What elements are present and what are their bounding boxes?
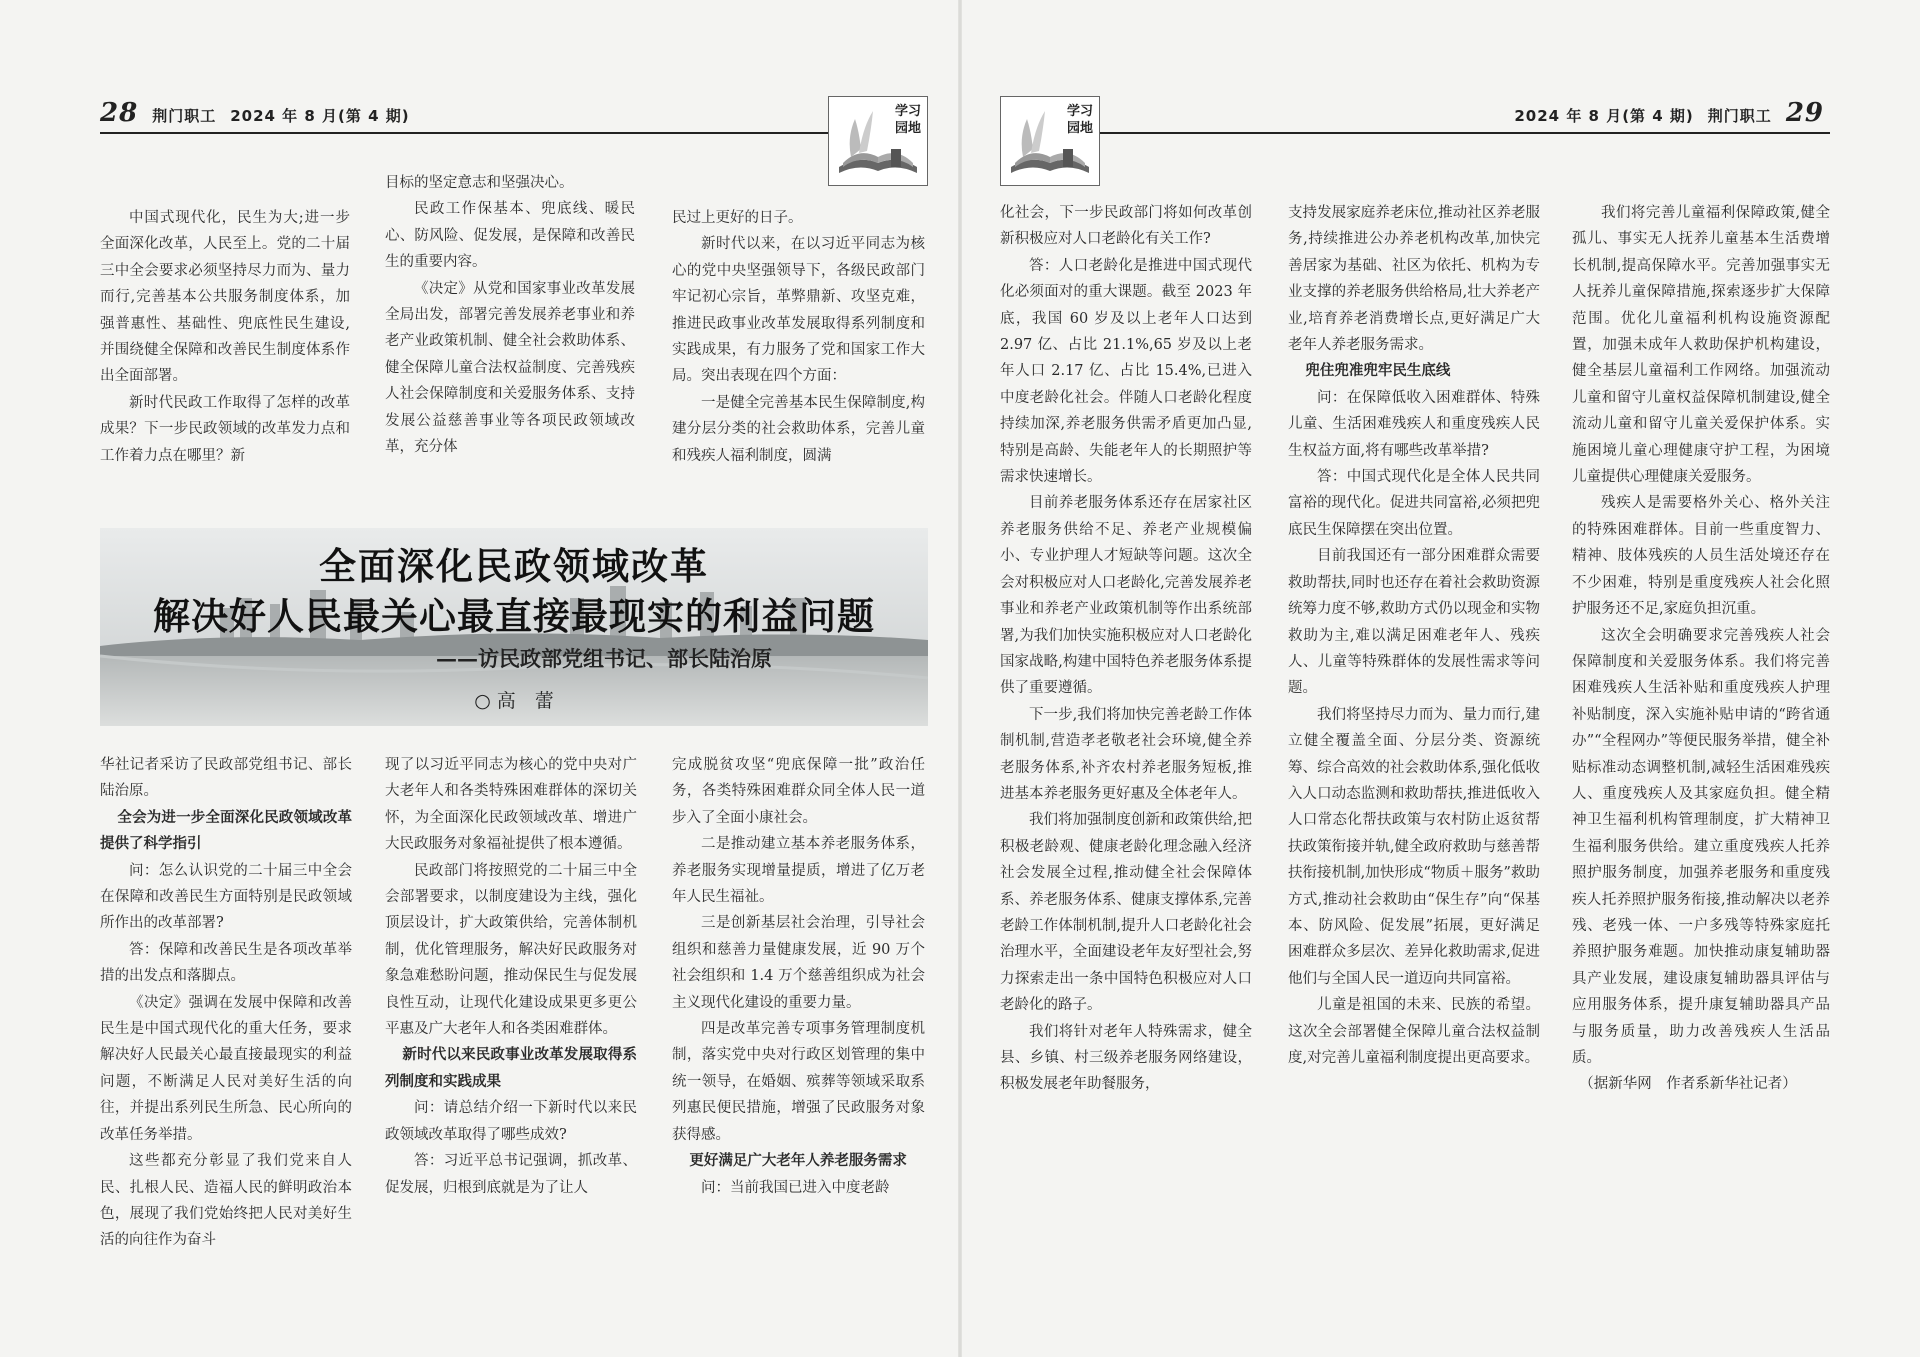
header-rule	[1000, 132, 1830, 134]
paragraph: 问：怎么认识党的二十届三中全会在保障和改善民生方面特别是民政领域所作出的改革部署?	[100, 862, 352, 932]
header-rule	[100, 132, 925, 134]
paragraph: 华社记者采访了民政部党组书记、部长陆治原。	[100, 757, 352, 800]
article-title-line-2: 解决好人民最关心最直接最现实的利益问题	[153, 595, 875, 638]
issue-date: 2024 年 8 月(第 4 期)	[1514, 107, 1694, 125]
paragraph: 民过上更好的日子。	[672, 210, 803, 226]
column-1-top	[100, 205, 350, 503]
paragraph: 现了以习近平同志为核心的党中央对广大老年人和各类特殊困难群体的深切关怀，为全面深化民政领域改革、增进广大民政服务对象福祉提供了根本遵循。	[385, 757, 637, 853]
column-2-top	[385, 170, 635, 504]
paragraph: 三是创新基层社会治理，引导社会组织和慈善力量健康发展，近 90 万个社会组织和 1.4 万个慈善组织成为社会主义现代化建设的重要力量。	[672, 915, 925, 1011]
article-author: ○ 高 蕾	[474, 690, 554, 712]
column-3-bottom	[672, 752, 925, 1282]
paragraph: 新时代以来，在以习近平同志为核心的党中央坚强领导下，各级民政部门牢记初心宗旨，革弊鼎新、攻坚克难，推进民政事业改革发展取得系列制度和实践成果，有力服务了党和国家工作大局。突出表现在四个方面：	[672, 236, 925, 385]
section-logo	[828, 96, 928, 186]
paragraph: 新时代民政工作取得了怎样的改革成果？下一步民政领域的改革发力点和工作着力点在哪里？新	[100, 394, 350, 464]
section-heading: 兜住兜准兜牢民生底线	[1305, 363, 1451, 380]
paragraph: 我们将加强制度创新和政策供给,把积极老龄观、健康老龄化理念融入经济社会发展全过程,推动健全社会保障体系、养老服务体系、健康支撑体系,完善老龄工作体制机制,提升人口老龄化社会治理水平，全面建设老年友好型社会,努力探索走出一条中国特色积极应对人口老龄化的路子。	[1000, 812, 1252, 1014]
paragraph: 我们将坚持尽力而为、量力而行,建立健全覆盖全面、分层分类、资源统筹、综合高效的社会救助体系,强化低收入人口动态监测和救助帮扶,推进低收入人口常态化帮扶政策与农村防止返贫帮扶政策衔接并轨,健全政府救助与慈善帮扶衔接机制,加快形成“物质＋服务”救助方式,推动社会救助由“保生存”向“保基本、防风险、促发展”拓展，更好满足困难群众多层次、差异化救助需求,促进他们与全国人民一道迈向共同富裕。	[1288, 706, 1540, 987]
page-number: 28	[100, 98, 139, 128]
page-number: 29	[1785, 98, 1824, 128]
paragraph: 我们将完善儿童福利保障政策,健全孤儿、事实无人抚养儿童基本生活费增长机制,提高保障水平。完善加强事实无人抚养儿童保障措施,探索逐步扩大保障范围。优化儿童福利机构设施资源配置，加强未成年人救助保护机构建设，健全基层儿童福利工作网络。加强流动儿童和留守儿童权益保障机制建设,健全流动儿童和留守儿童关爱保护体系。实施困境儿童心理健康守护工程，为困境儿童提供心理健康关爱服务。	[1572, 205, 1830, 486]
column-2-bottom	[385, 752, 637, 1282]
paragraph: 答：习近平总书记强调，抓改革、促发展，归根到底就是为了让人	[385, 1153, 637, 1196]
paragraph: 支持发展家庭养老床位,推动社区养老服务,持续推进公办养老机构改革,加快完善居家为基础、社区为依托、机构为专业支撑的养老服务供给格局,壮大养老产业,培育养老消费增长点,更好满足广大老年人养老服务需求。	[1288, 205, 1540, 354]
section-logo-text: 学习 园地	[1066, 104, 1093, 136]
section-heading: 更好满足广大老年人养老服务需求	[689, 1153, 907, 1170]
paragraph: 目前我国还有一部分困难群众需要救助帮扶,同时也还存在着社会救助资源统筹力度不够,救助方式仍以现金和实物救助为主,难以满足困难老年人、残疾人、儿童等特殊群体的发展性需求等问题。	[1288, 548, 1540, 697]
paragraph: 完成脱贫攻坚“兜底保障一批”政治任务，各类特殊困难群众同全体人民一道步入了全面小康社会。	[672, 757, 925, 826]
section-heading: 全会为进一步全面深化民政领域改革提供了科学指引	[100, 809, 352, 853]
paragraph: 《决定》从党和国家事业改革发展全局出发，部署完善发展养老事业和养老产业政策机制、健全社会救助体系、健全保障儿童合法权益制度、完善残疾人社会保障制度和关爱服务体系、支持发展公益慈善事业等各项民政领域改革，充分体	[385, 280, 635, 456]
journal-name: 荆门职工	[1707, 107, 1772, 125]
column-5	[1288, 200, 1540, 1290]
paragraph: 目标的坚定意志和坚强决心。	[385, 175, 574, 191]
paragraph: 中国式现代化，民生为大;进一步全面深化改革，人民至上。党的二十届三中全会要求必须坚持尽力而为、量力而行,完善基本公共服务制度体系，加强普惠性、基础性、兜底性民生建设,并围绕健全保障和改善民生制度体系作出全面部署。	[100, 210, 350, 385]
paragraph: 《决定》强调在发展中保障和改善民生是中国式现代化的重大任务，要求解决好人民最关心最直接最现实的利益问题，不断满足人民对美好生活的向往，并提出系列民生所急、民心所向的改革任务举措。	[100, 994, 352, 1143]
paragraph: 这些都充分彰显了我们党来自人民、扎根人民、造福人民的鲜明政治本色，展现了我们党始终把人民对美好生活的向往作为奋斗	[100, 1153, 352, 1249]
paragraph: （据新华网 作者系新华社记者）	[1572, 1076, 1797, 1093]
column-4	[1000, 200, 1252, 1290]
paragraph: 民政部门将按照党的二十届三中全会部署要求，以制度建设为主线，强化顶层设计，扩大政策供给，完善体制机制，优化管理服务，解决好民政服务对象急难愁盼问题，推动保民生与促发展良性互动，让现代化建设成果更多更公平惠及广大老年人和各类困难群体。	[385, 862, 637, 1038]
paragraph: 这次全会明确要求完善残疾人社会保障制度和关爱服务体系。我们将完善困难残疾人生活补贴和重度残疾人护理补贴制度，深入实施补贴申请的“跨省通办”“全程网办”等便民服务举措，健全补贴标准动态调整机制,减轻生活困难残疾人、重度残疾人及其家庭负担。健全精神卫生福利机构管理制度，扩大精神卫生福利服务供给。建立重度残疾人托养照护服务制度，加强养老服务和重度残疾人托养照护服务衔接,推动解决以老养残、老残一体、一户多残等特殊家庭托养照护服务难题。加快推动康复辅助器具产业发展，建设康复辅助器具评估与应用服务体系，提升康复辅助器具产品与服务质量，助力改善残疾人生活品质。	[1572, 627, 1830, 1066]
paragraph: 我们将针对老年人特殊需求，健全县、乡镇、村三级养老服务网络建设，积极发展老年助餐服务，	[1000, 1023, 1252, 1093]
column-1-bottom	[100, 752, 352, 1282]
column-6	[1572, 200, 1830, 1290]
paragraph: 儿童是祖国的未来、民族的希望。这次全会部署健全保障儿童合法权益制度,对完善儿童福利制度提出更高要求。	[1288, 997, 1540, 1066]
paragraph: 残疾人是需要格外关心、格外关注的特殊困难群体。目前一些重度智力、精神、肢体残疾的人员生活处境还存在不少困难，特别是重度残疾人社会化照护服务还不足,家庭负担沉重。	[1572, 495, 1830, 618]
paragraph: 下一步,我们将加快完善老龄工作体制机制,营造孝老敬老社会环境,健全养老服务体系,补齐农村养老服务短板,推进基本养老服务更好惠及全体老年人。	[1000, 706, 1252, 802]
article-subtitle: ——访民政部党组书记、部长陆治原	[436, 646, 772, 671]
paragraph: 问：当前我国已进入中度老龄	[701, 1179, 890, 1196]
journal-name: 荆门职工	[152, 107, 217, 125]
section-logo-text: 学习 园地	[894, 104, 921, 136]
paragraph: 民政工作保基本、兜底线、暖民心、防风险、促发展，是保障和改善民生的重要内容。	[385, 201, 635, 271]
paragraph: 目前养老服务体系还存在居家社区养老服务供给不足、养老产业规模偏小、专业护理人才短缺等问题。这次全会对积极应对人口老龄化,完善发展养老事业和养老产业政策机制等作出系统部署,为我们加快实施积极应对人口老龄化国家战略,构建中国特色养老服务体系提供了重要遵循。	[1000, 495, 1252, 697]
right-header	[1514, 96, 1824, 126]
paragraph: 一是健全完善基本民生保障制度,构建分层分类的社会救助体系，完善儿童和残疾人福利制度，圆满	[672, 394, 925, 464]
right-page	[960, 0, 1920, 1357]
article-title-line-1: 全面深化民政领域改革	[319, 545, 709, 588]
paragraph: 答：保障和改善民生是各项改革举措的出发点和落脚点。	[100, 941, 352, 985]
article-title-banner	[100, 528, 928, 726]
section-logo	[1000, 96, 1100, 186]
left-header	[100, 96, 410, 126]
column-3-top	[672, 205, 925, 503]
paragraph: 答：人口老龄化是推进中国式现代化必须面对的重大课题。截至 2023 年底，我国 60 岁及以上老年人口达到 2.97 亿、占比 21.1%,65 岁及以上老年人口 2.17 亿、占比 15.4%,已进入中度老龄化社会。伴随人口老龄化程度持续加深,养老服务供需矛盾更加凸显,特别是高龄、失能老年人的长期照护等需求快速增长。	[1000, 257, 1252, 486]
paragraph: 问：请总结介绍一下新时代以来民政领域改革取得了哪些成效?	[385, 1100, 637, 1143]
paragraph: 问：在保障低收入困难群体、特殊儿童、生活困难残疾人和重度残疾人民生权益方面,将有哪些改革举措?	[1288, 389, 1540, 459]
paragraph: 答：中国式现代化是全体人民共同富裕的现代化。促进共同富裕,必须把兜底民生保障摆在突出位置。	[1288, 469, 1540, 538]
issue-date: 2024 年 8 月(第 4 期)	[230, 107, 410, 125]
section-heading: 新时代以来民政事业改革发展取得系列制度和实践成果	[385, 1047, 637, 1090]
paragraph: 二是推动建立基本养老服务体系，养老服务实现增量提质，增进了亿万老年人民生福祉。	[672, 836, 925, 906]
paragraph: 化社会，下一步民政部门将如何改革创新积极应对人口老龄化有关工作?	[1000, 205, 1252, 248]
paragraph: 四是改革完善专项事务管理制度机制，落实党中央对行政区划管理的集中统一领导，在婚姻、殡葬等领域采取系列惠民便民措施，增强了民政服务对象获得感。	[672, 1021, 925, 1143]
